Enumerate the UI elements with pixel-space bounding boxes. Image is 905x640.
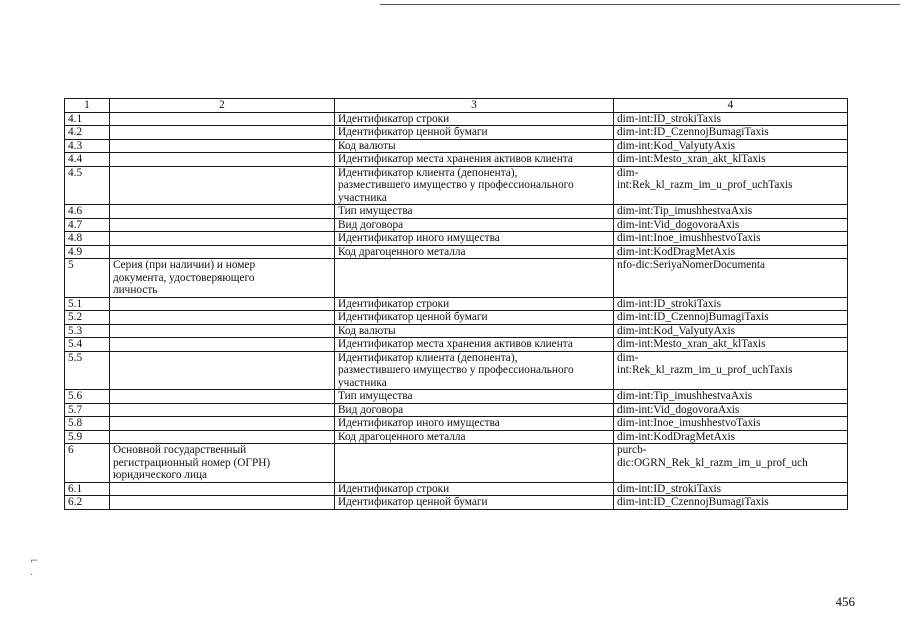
- table-row: [65, 444, 848, 483]
- row-number-cell: 5.7: [65, 403, 110, 417]
- row-code-cell: dim-int:KodDragMetAxis: [614, 245, 848, 259]
- scan-artifact-mark: ⌐: [30, 556, 39, 567]
- row-number-cell: 5.3: [65, 324, 110, 338]
- table-row: [65, 482, 848, 496]
- row-description-cell: Тип имущества: [335, 390, 614, 404]
- row-code-cell: dim-int:Kod_ValyutyAxis: [614, 139, 848, 153]
- row-code-cell: dim-int:Tip_imushhestvaAxis: [614, 205, 848, 219]
- row-name-cell: [110, 112, 335, 126]
- table-row: [65, 417, 848, 431]
- row-code-cell: dim-int:Kod_ValyutyAxis: [614, 324, 848, 338]
- row-name-cell: [110, 417, 335, 431]
- row-number-cell: 5.1: [65, 297, 110, 311]
- row-code-cell: dim-int:Mesto_xran_akt_klTaxis: [614, 338, 848, 352]
- table-row: [65, 232, 848, 246]
- row-code-cell: dim-int:KodDragMetAxis: [614, 430, 848, 444]
- row-code-cell: dim- int:Rek_kl_razm_im_u_prof_uchTaxis: [614, 351, 848, 390]
- column-header-4: 4: [614, 99, 848, 113]
- row-code-cell: dim- int:Rek_kl_razm_im_u_prof_uchTaxis: [614, 166, 848, 205]
- row-description-cell: Код валюты: [335, 139, 614, 153]
- row-description-cell: Вид договора: [335, 218, 614, 232]
- row-number-cell: 6.2: [65, 496, 110, 510]
- row-code-cell: dim-int:ID_CzennojBumagiTaxis: [614, 311, 848, 325]
- row-description-cell: Идентификатор места хранения активов клиента: [335, 153, 614, 167]
- row-description-cell: Идентификатор строки: [335, 112, 614, 126]
- row-name-cell: [110, 153, 335, 167]
- row-code-cell: dim-int:Inoe_imushhestvoTaxis: [614, 417, 848, 431]
- row-number-cell: 4.9: [65, 245, 110, 259]
- row-number-cell: 5.8: [65, 417, 110, 431]
- row-name-cell: [110, 205, 335, 219]
- row-number-cell: 4.7: [65, 218, 110, 232]
- row-name-cell: [110, 351, 335, 390]
- row-number-cell: 4.3: [65, 139, 110, 153]
- table-row: [65, 430, 848, 444]
- row-description-cell: Идентификатор строки: [335, 482, 614, 496]
- table-row: [65, 403, 848, 417]
- row-number-cell: 4.8: [65, 232, 110, 246]
- row-number-cell: 5.9: [65, 430, 110, 444]
- row-description-cell: Код валюты: [335, 324, 614, 338]
- row-description-cell: Идентификатор иного имущества: [335, 417, 614, 431]
- table-row: [65, 390, 848, 404]
- row-name-cell: [110, 139, 335, 153]
- page-number: 456: [835, 594, 855, 609]
- column-header-3: 3: [335, 99, 614, 113]
- row-name-cell: [110, 218, 335, 232]
- row-code-cell: dim-int:Vid_dogovoraAxis: [614, 403, 848, 417]
- row-name-cell: Серия (при наличии) и номер документа, удостоверяющего личность: [110, 259, 335, 298]
- table-row: [65, 139, 848, 153]
- table-row: [65, 324, 848, 338]
- row-number-cell: 4.2: [65, 126, 110, 140]
- row-number-cell: 5.6: [65, 390, 110, 404]
- row-name-cell: [110, 430, 335, 444]
- row-name-cell: [110, 166, 335, 205]
- row-number-cell: 6.1: [65, 482, 110, 496]
- table-row: [65, 112, 848, 126]
- row-description-cell: Вид договора: [335, 403, 614, 417]
- row-code-cell: dim-int:Vid_dogovoraAxis: [614, 218, 848, 232]
- row-number-cell: 4.6: [65, 205, 110, 219]
- page-top-rule: [380, 4, 900, 5]
- row-name-cell: [110, 482, 335, 496]
- row-code-cell: dim-int:Tip_imushhestvaAxis: [614, 390, 848, 404]
- row-number-cell: 5.5: [65, 351, 110, 390]
- column-header-2: 2: [110, 99, 335, 113]
- row-code-cell: dim-int:ID_strokiTaxis: [614, 482, 848, 496]
- row-description-cell: Тип имущества: [335, 205, 614, 219]
- table-row: [65, 126, 848, 140]
- row-description-cell: Код драгоценного металла: [335, 245, 614, 259]
- table-row: [65, 166, 848, 205]
- row-description-cell: Идентификатор иного имущества: [335, 232, 614, 246]
- row-number-cell: 5.4: [65, 338, 110, 352]
- row-number-cell: 6: [65, 444, 110, 483]
- row-description-cell: [335, 259, 614, 298]
- row-description-cell: Идентификатор места хранения активов клиента: [335, 338, 614, 352]
- row-number-cell: 5.2: [65, 311, 110, 325]
- attribute-table: [64, 98, 848, 510]
- row-description-cell: Идентификатор ценной бумаги: [335, 496, 614, 510]
- row-number-cell: 4.5: [65, 166, 110, 205]
- row-description-cell: Идентификатор клиента (депонента), разместившего имущество у профессионального участника: [335, 351, 614, 390]
- row-name-cell: [110, 297, 335, 311]
- row-code-cell: dim-int:Inoe_imushhestvoTaxis: [614, 232, 848, 246]
- table-row: [65, 338, 848, 352]
- row-description-cell: [335, 444, 614, 483]
- row-code-cell: dim-int:ID_strokiTaxis: [614, 112, 848, 126]
- table-row: [65, 218, 848, 232]
- table-body: [65, 112, 848, 509]
- column-header-1: 1: [65, 99, 110, 113]
- row-name-cell: [110, 338, 335, 352]
- row-name-cell: [110, 324, 335, 338]
- scan-artifact-mark: ·: [30, 570, 34, 581]
- row-name-cell: [110, 126, 335, 140]
- row-name-cell: [110, 232, 335, 246]
- row-number-cell: 4.1: [65, 112, 110, 126]
- table-row: [65, 259, 848, 298]
- row-name-cell: [110, 245, 335, 259]
- row-code-cell: dim-int:ID_strokiTaxis: [614, 297, 848, 311]
- table-row: [65, 311, 848, 325]
- row-number-cell: 4.4: [65, 153, 110, 167]
- row-code-cell: dim-int:Mesto_xran_akt_klTaxis: [614, 153, 848, 167]
- row-description-cell: Идентификатор клиента (депонента), разместившего имущество у профессионального участника: [335, 166, 614, 205]
- table-row: [65, 153, 848, 167]
- row-description-cell: Код драгоценного металла: [335, 430, 614, 444]
- table-row: [65, 351, 848, 390]
- row-description-cell: Идентификатор ценной бумаги: [335, 126, 614, 140]
- row-name-cell: [110, 390, 335, 404]
- table-row: [65, 245, 848, 259]
- header-row: [65, 99, 848, 113]
- row-description-cell: Идентификатор строки: [335, 297, 614, 311]
- row-code-cell: dim-int:ID_CzennojBumagiTaxis: [614, 126, 848, 140]
- row-name-cell: [110, 311, 335, 325]
- row-description-cell: Идентификатор ценной бумаги: [335, 311, 614, 325]
- table-row: [65, 205, 848, 219]
- row-code-cell: dim-int:ID_CzennojBumagiTaxis: [614, 496, 848, 510]
- table-row: [65, 297, 848, 311]
- row-name-cell: Основной государственный регистрационный номер (ОГРН) юридического лица: [110, 444, 335, 483]
- row-name-cell: [110, 403, 335, 417]
- table-row: [65, 496, 848, 510]
- row-code-cell: purcb- dic:OGRN_Rek_kl_razm_im_u_prof_uch: [614, 444, 848, 483]
- row-name-cell: [110, 496, 335, 510]
- row-code-cell: nfo-dic:SeriyaNomerDocumenta: [614, 259, 848, 298]
- row-number-cell: 5: [65, 259, 110, 298]
